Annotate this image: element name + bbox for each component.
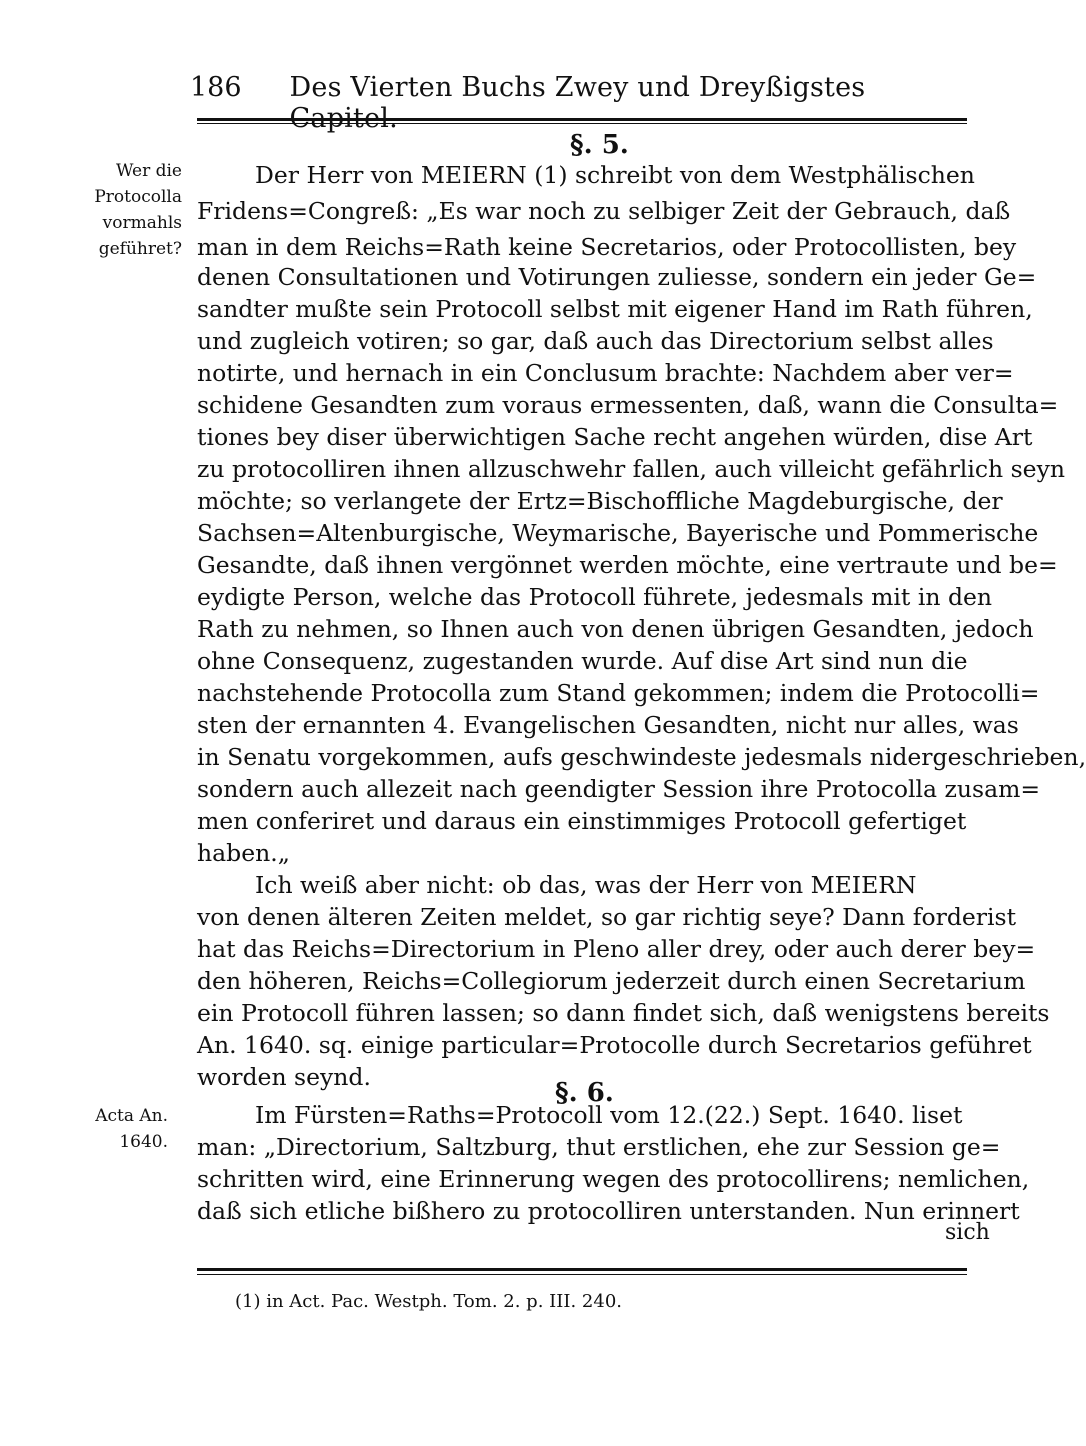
text-line: und zugleich votiren; so gar, daß auch das Directorium selbst alles bbox=[197, 327, 994, 355]
header-rule-thin bbox=[197, 123, 967, 124]
footnote-rule bbox=[197, 1268, 967, 1271]
chapter-title: Des Vierten Buchs Zwey und Dreyßigstes bbox=[289, 72, 866, 103]
header-rule bbox=[197, 118, 967, 121]
text-line: nachstehende Protocolla zum Stand gekommen; indem die Protocolli= bbox=[197, 679, 1040, 707]
text-line: sten der ernannten 4. Evangelischen Gesandten, nicht nur alles, was bbox=[197, 711, 1019, 739]
text-line: notirte, und hernach in ein Conclusum brachte: Nachdem aber ver= bbox=[197, 359, 1014, 387]
margin-note-line: Acta An. bbox=[95, 1106, 168, 1126]
page-number: 186 bbox=[190, 72, 242, 103]
text-line: ein Protocoll führen lassen; so dann findet sich, daß wenigstens bereits bbox=[197, 999, 1050, 1027]
text-line: men conferiret und daraus ein einstimmiges Protocoll gefertiget bbox=[197, 807, 967, 835]
text-line: schritten wird, eine Erinnerung wegen des protocollirens; nemlichen, bbox=[197, 1165, 1030, 1193]
text-line: Im Fürsten=Raths=Protocoll vom 12.(22.) Sept. 1640. liset bbox=[255, 1101, 963, 1129]
margin-note-line: 1640. bbox=[119, 1132, 168, 1152]
section-heading-5: §. 5. bbox=[570, 130, 629, 160]
margin-note-line: Protocolla bbox=[94, 187, 182, 207]
text-line: schidene Gesandten zum voraus ermessenten, daß, wann die Consulta= bbox=[197, 391, 1059, 419]
text-line: tiones bey diser überwichtigen Sache recht angehen würden, dise Art bbox=[197, 423, 1033, 451]
text-line: denen Consultationen und Votirungen zuliesse, sondern ein jeder Ge= bbox=[197, 263, 1037, 291]
text-line: Der Herr von MEIERN (1) schreibt von dem Westphälischen bbox=[255, 161, 975, 189]
footnote: (1) in Act. Pac. Westph. Tom. 2. p. III. 240. bbox=[235, 1291, 622, 1312]
text-line: sondern auch allezeit nach geendigter Session ihre Protocolla zusam= bbox=[197, 775, 1041, 803]
text-line: möchte; so verlangete der Ertz=Bischoffliche Magdeburgische, der bbox=[197, 487, 1003, 515]
margin-note-line: geführet? bbox=[98, 239, 182, 259]
text-line: Fridens=Congreß: „Es war noch zu selbiger Zeit der Gebrauch, daß bbox=[197, 197, 1011, 225]
text-line: daß sich etliche bißhero zu protocolliren unterstanden. Nun erinnert bbox=[197, 1197, 1020, 1225]
text-line: ohne Consequenz, zugestanden wurde. Auf dise Art sind nun die bbox=[197, 647, 968, 675]
margin-note-5 bbox=[60, 158, 182, 262]
text-line: eydigte Person, welche das Protocoll führete, jedesmals mit in den bbox=[197, 583, 993, 611]
text-line: den höheren, Reichs=Collegiorum jederzeit durch einen Secretarium bbox=[197, 967, 1026, 995]
text-line: Ich weiß aber nicht: ob das, was der Herr von MEIERN bbox=[255, 871, 917, 899]
section-heading-6: §. 6. bbox=[555, 1078, 614, 1108]
footnote-rule-thin bbox=[197, 1274, 967, 1275]
catchword: sich bbox=[945, 1220, 990, 1245]
running-head bbox=[190, 72, 890, 112]
text-line: Sachsen=Altenburgische, Weymarische, Bayerische und Pommerische bbox=[197, 519, 1039, 547]
text-line: von denen älteren Zeiten meldet, so gar richtig seye? Dann forderist bbox=[197, 903, 1017, 931]
text-line: An. 1640. sq. einige particular=Protocolle durch Secretarios geführet bbox=[197, 1031, 1032, 1059]
margin-note-line: Wer die bbox=[115, 161, 182, 181]
text-line: zu protocolliren ihnen allzuschwehr fallen, auch villeicht gefährlich seyn bbox=[197, 455, 1065, 483]
text-line: in Senatu vorgekommen, aufs geschwindeste jedesmals nidergeschrieben, bbox=[197, 743, 1086, 771]
margin-note-line: vormahls bbox=[102, 213, 182, 233]
text-line: haben.„ bbox=[197, 839, 290, 867]
text-line: sandter mußte sein Protocoll selbst mit eigener Hand im Rath führen, bbox=[197, 295, 1033, 323]
text-line: Gesandte, daß ihnen vergönnet werden möchte, eine vertraute und be= bbox=[197, 551, 1058, 579]
text-line: worden seynd. bbox=[197, 1063, 371, 1091]
text-line: man in dem Reichs=Rath keine Secretarios, oder Protocollisten, bey bbox=[197, 233, 1017, 261]
text-line: Rath zu nehmen, so Ihnen auch von denen übrigen Gesandten, jedoch bbox=[197, 615, 1034, 643]
margin-note-6 bbox=[60, 1103, 168, 1155]
text-line: hat das Reichs=Directorium in Pleno aller drey, oder auch derer bey= bbox=[197, 935, 1036, 963]
text-line: man: „Directorium, Saltzburg, thut erstlichen, ehe zur Session ge= bbox=[197, 1133, 1001, 1161]
